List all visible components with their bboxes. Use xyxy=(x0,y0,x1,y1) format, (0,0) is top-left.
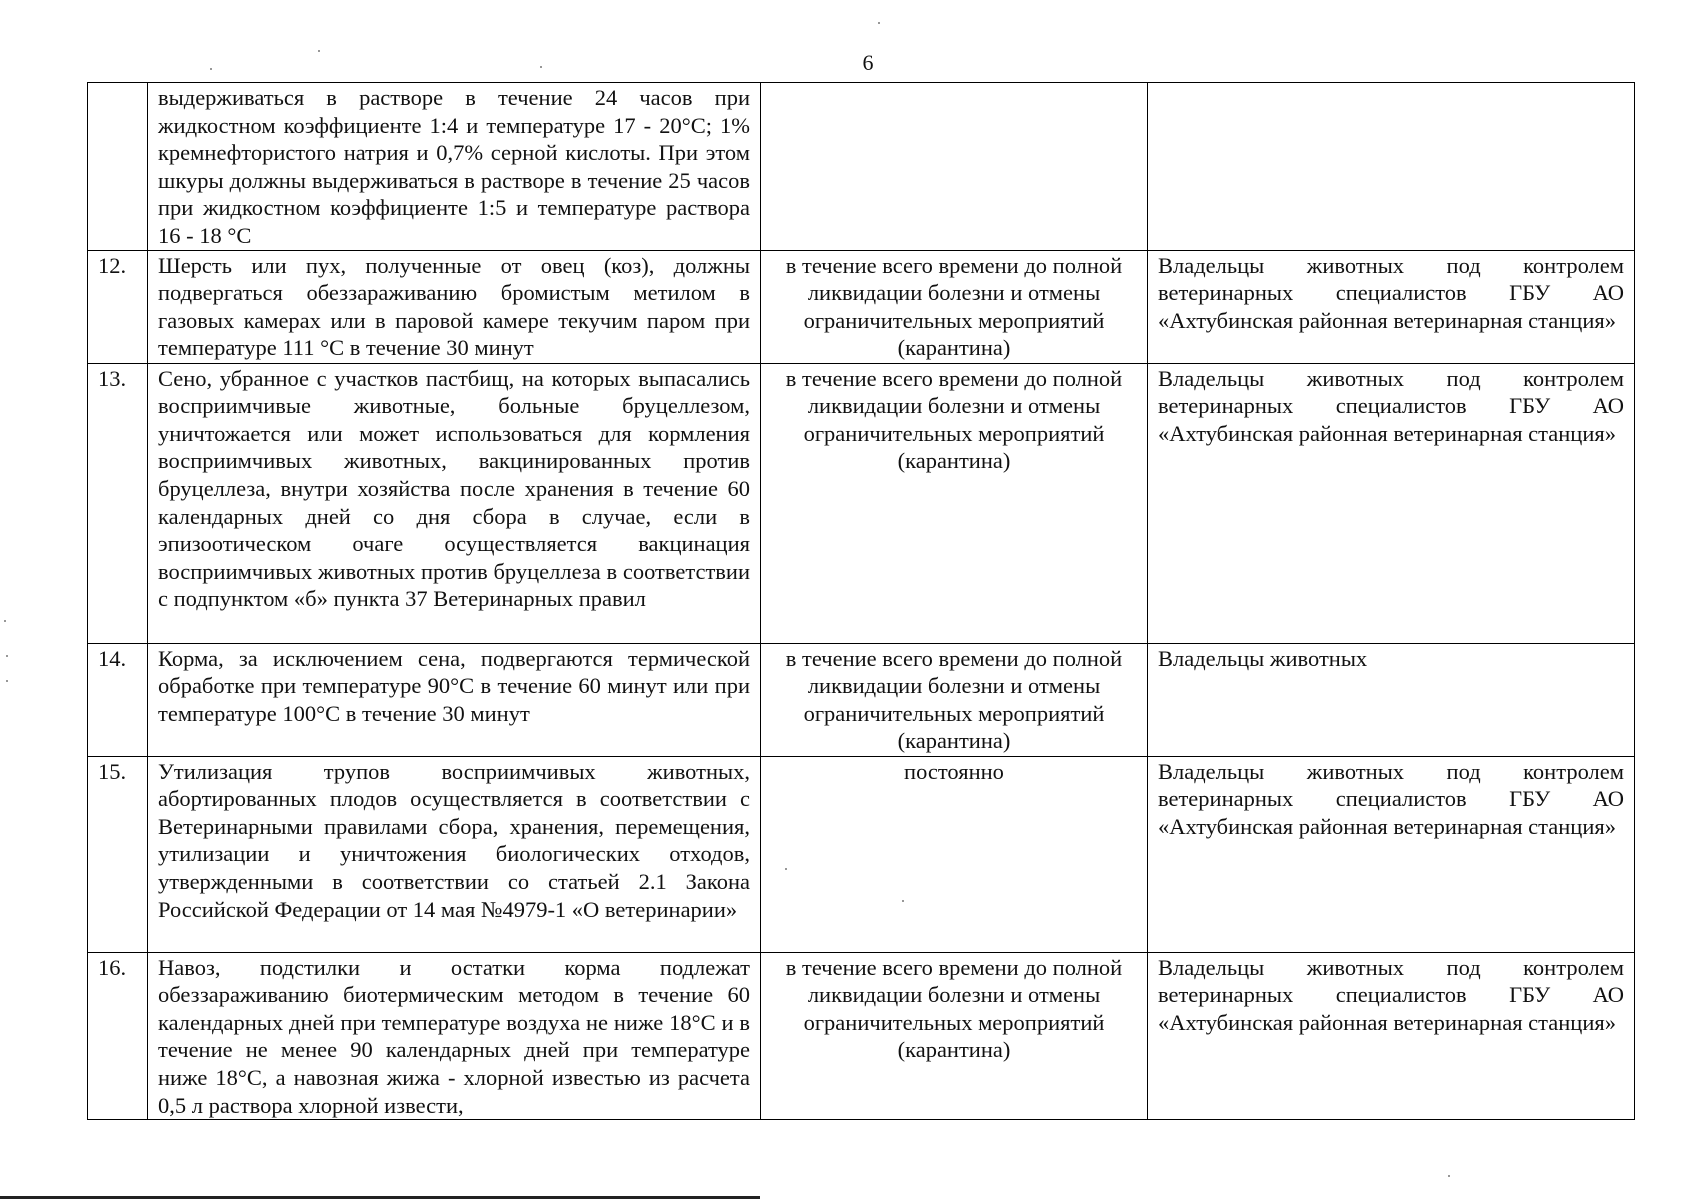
measure-cell: Сено, убранное с участков пастбищ, на которых выпасались восприимчивые животные, больные бруцеллезом, уничтожается или может использоваться для кормления восприимчивых животных, вакцинированных против бруцеллеза, внутри хозяйства после хранения в течение 60 календарных дней со дня сбора в случае, если в эпизоотическом очаге осуществляется вакцинация восприимчивых животных против бруцеллеза в соответствии с подпунктом «б» пункта 37 Ветеринарных правил xyxy=(148,363,761,643)
responsible-cell: Владельцы животных под контролем ветеринарных специалистов ГБУ АО «Ахтубинская районная ветеринарная станция» xyxy=(1148,756,1635,952)
measure-cell: Корма, за исключением сена, подвергаются термической обработке при температуре 90°С в течение 60 минут или при температуре 100°С в течение 30 минут xyxy=(148,643,761,756)
row-number: 15. xyxy=(88,756,148,952)
scan-speck xyxy=(1448,1175,1450,1177)
scan-speck xyxy=(902,900,904,902)
term-cell: в течение всего времени до полной ликвидации болезни и отмены ограничительных мероприятий (карантина) xyxy=(761,363,1148,643)
term-cell: в течение всего времени до полной ликвидации болезни и отмены ограничительных мероприятий (карантина) xyxy=(761,643,1148,756)
table-row xyxy=(88,952,1635,1120)
scan-speck xyxy=(4,620,6,622)
measure-cell: Навоз, подстилки и остатки корма подлежат обеззараживанию биотермическим методом в течение 60 календарных дней при температуре воздуха не ниже 18°С и в течение не менее 90 календарных дней при температуре ниже 18°С, а навозная жижа - хлорной известью из расчета 0,5 л раствора хлорной извести, xyxy=(148,952,761,1120)
row-number: 12. xyxy=(88,250,148,363)
row-number: 13. xyxy=(88,363,148,643)
table-row xyxy=(88,756,1635,952)
table-row xyxy=(88,643,1635,756)
page-number: 6 xyxy=(862,50,874,75)
row-number: 16. xyxy=(88,952,148,1120)
scan-edge-line xyxy=(0,1196,760,1199)
measure-cell: Утилизация трупов восприимчивых животных, абортированных плодов осуществляется в соответствии с Ветеринарными правилами сбора, хранения, перемещения, утилизации и уничтожения биологических отходов, утвержденными в соответствии со статьей 2.1 Закона Российской Федерации от 14 мая №4979-1 «О ветеринарии» xyxy=(148,756,761,952)
scan-speck xyxy=(210,68,212,70)
responsible-cell: Владельцы животных под контролем ветеринарных специалистов ГБУ АО «Ахтубинская районная ветеринарная станция» xyxy=(1148,952,1635,1120)
measure-cell: Шерсть или пух, полученные от овец (коз), должны подвергаться обеззараживанию бромистым метилом в газовых камерах или в паровой камере текучим паром при температуре 111 °С в течение 30 минут xyxy=(148,250,761,363)
term-cell: постоянно xyxy=(761,756,1148,952)
responsible-cell: Владельцы животных под контролем ветеринарных специалистов ГБУ АО «Ахтубинская районная ветеринарная станция» xyxy=(1148,250,1635,363)
responsible-cell: Владельцы животных xyxy=(1148,643,1635,756)
row-number: 14. xyxy=(88,643,148,756)
scan-speck xyxy=(540,66,542,68)
measures-table xyxy=(87,82,1635,1120)
table-row xyxy=(88,83,1635,251)
scan-speck xyxy=(785,868,787,870)
table-row xyxy=(88,250,1635,363)
scan-speck xyxy=(6,680,8,682)
scan-speck xyxy=(6,655,8,657)
term-cell xyxy=(761,83,1148,251)
measure-cell: выдерживаться в растворе в течение 24 часов при жидкостном коэффициенте 1:4 и температуре 17 - 20°С; 1% кремнефтористого натрия и 0,7% серной кислоты. При этом шкуры должны выдерживаться в растворе в течение 25 часов при жидкостном коэффициенте 1:5 и температуре раствора 16 - 18 °С xyxy=(148,83,761,251)
term-cell: в течение всего времени до полной ликвидации болезни и отмены ограничительных мероприятий (карантина) xyxy=(761,952,1148,1120)
responsible-cell xyxy=(1148,83,1635,251)
table-row xyxy=(88,363,1635,643)
row-number xyxy=(88,83,148,251)
scan-speck xyxy=(318,50,320,52)
term-cell: в течение всего времени до полной ликвидации болезни и отмены ограничительных мероприятий (карантина) xyxy=(761,250,1148,363)
responsible-cell: Владельцы животных под контролем ветеринарных специалистов ГБУ АО «Ахтубинская районная ветеринарная станция» xyxy=(1148,363,1635,643)
scan-speck xyxy=(878,22,880,24)
